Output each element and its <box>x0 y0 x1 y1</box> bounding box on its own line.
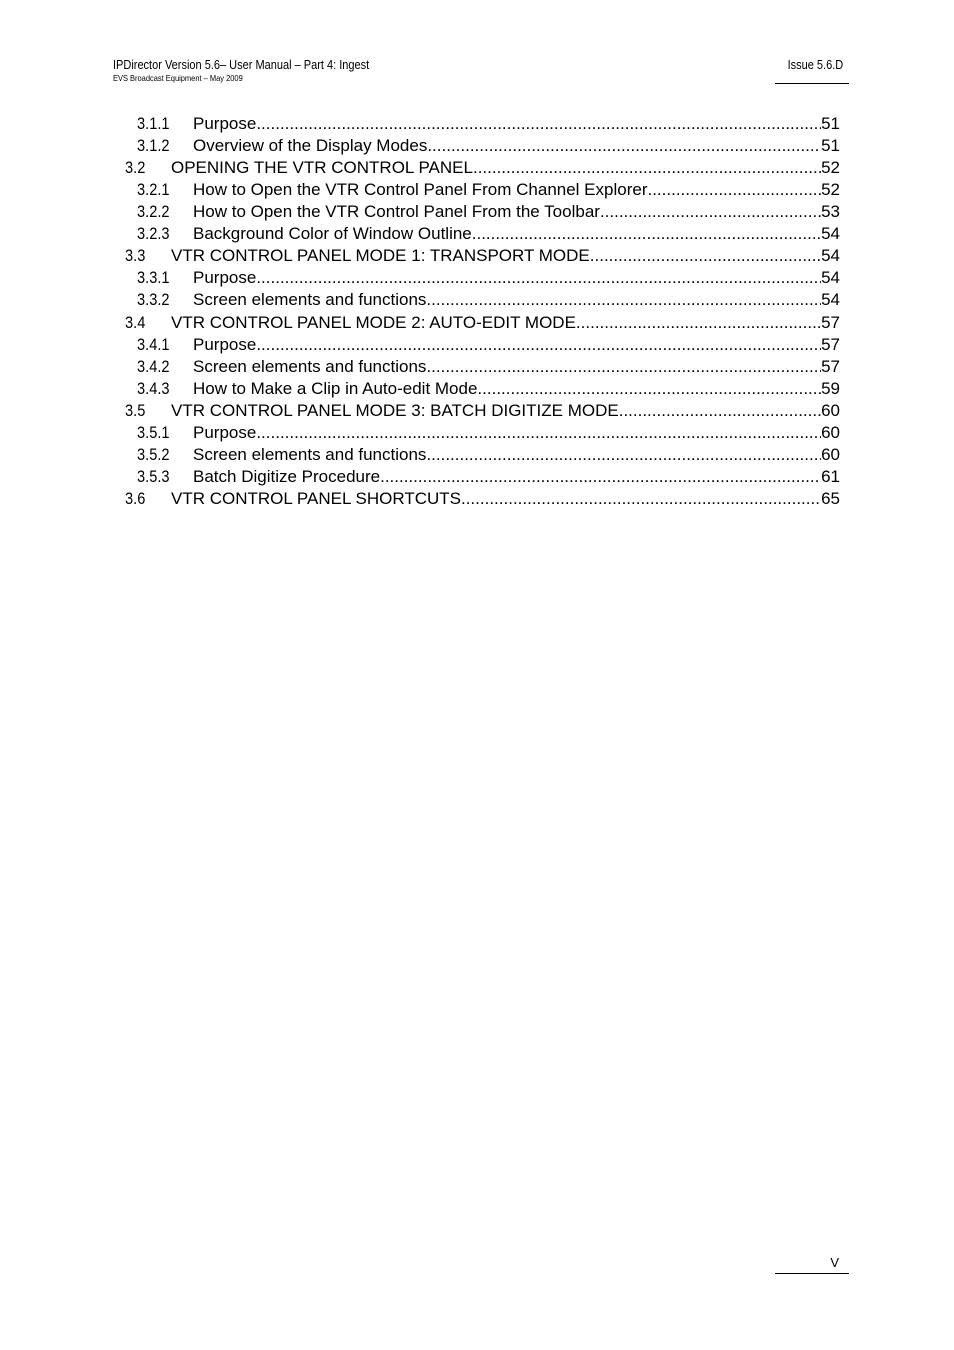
toc-entry-number: 3.5.3 <box>137 466 170 486</box>
toc-entry-title: How to Open the VTR Control Panel From Channel Explorer <box>193 180 648 200</box>
toc-entry-number: 3.2.1 <box>137 180 170 200</box>
toc-entry-page: 54 <box>821 246 840 266</box>
toc-dot-leader <box>477 378 821 400</box>
issue-label: Issue 5.6.D <box>787 58 843 72</box>
toc-entry-line <box>193 466 840 488</box>
toc-entry[interactable] <box>0 378 954 400</box>
toc-entry-page: 54 <box>821 290 840 310</box>
toc-dot-leader <box>426 289 821 311</box>
toc-dot-leader <box>426 356 821 378</box>
toc-entry-title: VTR CONTROL PANEL MODE 3: BATCH DIGITIZE MODE <box>171 400 619 420</box>
toc-entry-line <box>171 157 840 179</box>
toc-entry[interactable] <box>0 466 954 488</box>
toc-entry[interactable] <box>0 488 954 510</box>
toc-entry-line <box>193 267 840 289</box>
toc-entry[interactable] <box>0 422 954 444</box>
toc-dot-leader <box>600 201 821 223</box>
toc-entry[interactable] <box>0 245 954 267</box>
toc-entry-page: 52 <box>821 158 840 178</box>
toc-entry-page: 54 <box>821 224 840 244</box>
toc-dot-leader <box>472 223 821 245</box>
toc-entry-number: 3.3.1 <box>137 268 170 288</box>
toc-dot-leader <box>461 488 821 510</box>
toc-entry-page: 54 <box>821 268 840 288</box>
toc-entry-title: Purpose <box>193 268 257 288</box>
toc-entry-number: 3.2 <box>125 158 146 178</box>
toc-entry[interactable] <box>0 356 954 378</box>
toc-entry-line <box>193 179 840 201</box>
toc-entry-title: VTR CONTROL PANEL MODE 1: TRANSPORT MODE <box>171 246 590 266</box>
toc-entry-page: 59 <box>821 378 840 398</box>
toc-entry[interactable] <box>0 289 954 311</box>
toc-entry-line <box>171 312 840 334</box>
document-subtitle: EVS Broadcast Equipment – May 2009 <box>113 73 243 83</box>
toc-entry-title: How to Make a Clip in Auto-edit Mode <box>193 378 478 398</box>
toc-entry-title: Background Color of Window Outline <box>193 224 472 244</box>
toc-dot-leader <box>590 245 821 267</box>
toc-entry-line <box>193 201 840 223</box>
toc-entry-number: 3.4.3 <box>137 378 170 398</box>
toc-entry-page: 60 <box>821 422 840 442</box>
toc-entry[interactable] <box>0 179 954 201</box>
toc-entry-title: OPENING THE VTR CONTROL PANEL <box>171 158 473 178</box>
toc-entry-page: 57 <box>821 334 840 354</box>
toc-dot-leader <box>427 135 821 157</box>
toc-entry-page: 57 <box>821 312 840 332</box>
toc-dot-leader <box>380 466 821 488</box>
toc-entry[interactable] <box>0 223 954 245</box>
toc-entry-line <box>193 113 840 135</box>
toc-entry-page: 65 <box>821 489 840 509</box>
toc-entry-page: 51 <box>821 114 840 133</box>
toc-entry-page: 57 <box>821 356 840 376</box>
toc-entry-number: 3.2.2 <box>137 202 170 222</box>
toc-entry-page: 51 <box>821 136 840 156</box>
toc-dot-leader <box>619 400 821 422</box>
toc-entry[interactable] <box>0 267 954 289</box>
toc-entry-title: VTR CONTROL PANEL MODE 2: AUTO-EDIT MODE <box>171 312 576 332</box>
toc-entry[interactable] <box>0 444 954 466</box>
toc-entry[interactable] <box>0 201 954 223</box>
toc-entry-line <box>193 223 840 245</box>
toc-entry-page: 52 <box>821 180 840 200</box>
toc-entry-title: Purpose <box>193 114 257 133</box>
toc-entry-number: 3.4.1 <box>137 334 170 354</box>
toc-entry-line <box>171 400 840 422</box>
toc-entry-line <box>193 289 840 311</box>
toc-entry-number: 3.5 <box>125 400 146 420</box>
toc-entry-line <box>193 422 840 444</box>
toc-entry-number: 3.6 <box>125 489 146 509</box>
toc-entry-number: 3.5.1 <box>137 422 170 442</box>
toc-entry-line <box>193 356 840 378</box>
toc-entry[interactable] <box>0 334 954 356</box>
toc-entry-title: Purpose <box>193 334 257 354</box>
toc-entry[interactable] <box>0 113 954 135</box>
toc-entry[interactable] <box>0 400 954 422</box>
toc-entry-page: 60 <box>821 444 840 464</box>
toc-entry-title: Overview of the Display Modes <box>193 136 428 156</box>
toc-entry-number: 3.1.2 <box>137 136 170 156</box>
toc-dot-leader <box>256 334 821 356</box>
toc-dot-leader <box>473 157 821 179</box>
toc-entry[interactable] <box>0 157 954 179</box>
toc-entry-number: 3.3.2 <box>137 290 170 310</box>
toc-entry-line <box>193 378 840 400</box>
toc-entry-line <box>193 444 840 466</box>
page-header <box>113 58 404 84</box>
toc-entry-page: 61 <box>821 466 840 486</box>
toc-entry-title: Screen elements and functions <box>193 356 427 376</box>
toc-entry-title: VTR CONTROL PANEL SHORTCUTS <box>171 489 461 509</box>
toc-dot-leader <box>256 267 821 289</box>
issue-box <box>775 58 849 84</box>
toc-entry-number: 3.3 <box>125 246 146 266</box>
toc-entry-number: 3.4 <box>125 312 146 332</box>
toc-dot-leader <box>647 179 821 201</box>
toc-entry-page: 53 <box>821 202 840 222</box>
toc-dot-leader <box>576 312 821 334</box>
toc-entry-line <box>171 245 840 267</box>
toc-entry-title: Batch Digitize Procedure <box>193 466 381 486</box>
toc-dot-leader <box>426 444 821 466</box>
page-number: V <box>830 1255 839 1270</box>
toc-entry-line <box>171 488 840 510</box>
toc-entry-title: Screen elements and functions <box>193 290 427 310</box>
toc-entry-title: How to Open the VTR Control Panel From the Toolbar <box>193 202 600 222</box>
toc-entry-number: 3.2.3 <box>137 224 170 244</box>
toc-entry-number: 3.4.2 <box>137 356 170 376</box>
toc-entry-page: 60 <box>821 400 840 420</box>
toc-dot-leader <box>256 113 821 135</box>
toc-entry-number: 3.1.1 <box>137 114 170 133</box>
toc-entry-line <box>193 334 840 356</box>
document-title: IPDirector Version 5.6– User Manual – Part 4: Ingest <box>113 58 370 72</box>
toc-entry-line <box>193 135 840 157</box>
toc-entry-title: Purpose <box>193 422 257 442</box>
toc-entry[interactable] <box>0 135 954 157</box>
toc-entry-title: Screen elements and functions <box>193 444 427 464</box>
toc-dot-leader <box>256 422 821 444</box>
toc-entry-number: 3.5.2 <box>137 444 170 464</box>
toc-entry[interactable] <box>0 312 954 334</box>
page-footer <box>775 1255 849 1274</box>
